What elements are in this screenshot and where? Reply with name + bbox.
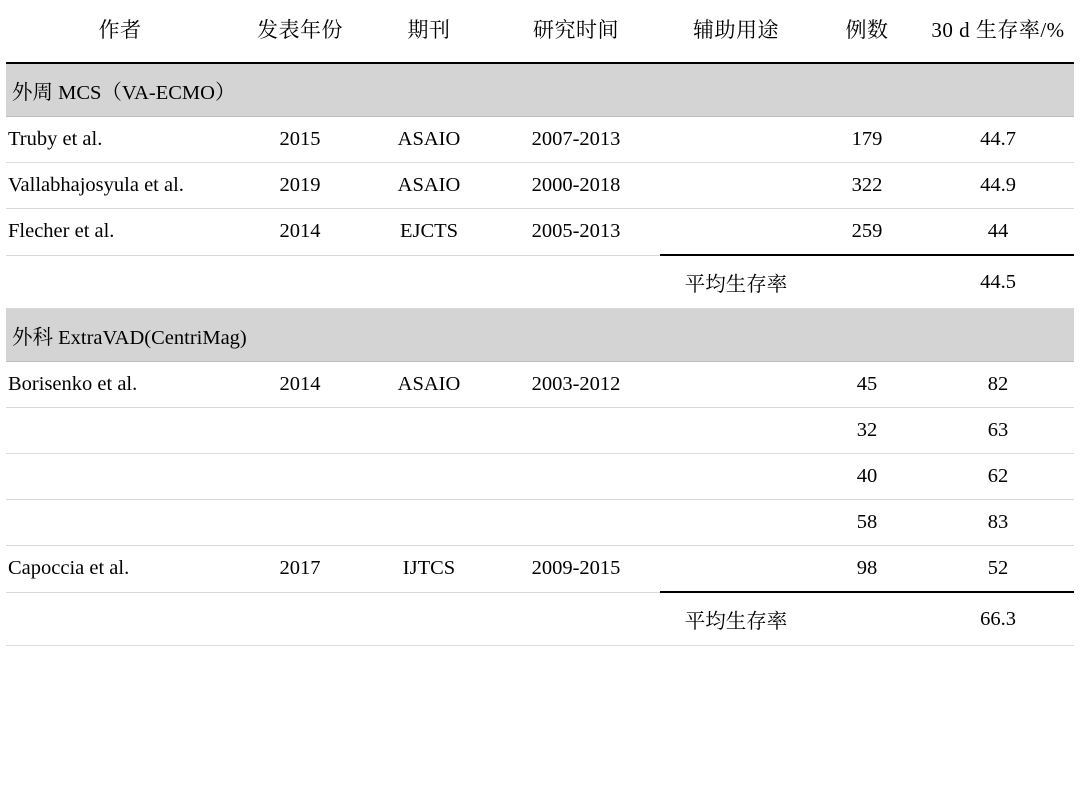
cell-author: Vallabhajosyula et al. — [6, 163, 234, 209]
cell-period: 2003-2012 — [492, 362, 660, 408]
cell-cases: 259 — [851, 220, 883, 242]
group-header-row — [6, 63, 1074, 117]
table-body — [6, 63, 1074, 646]
cell-author — [6, 500, 234, 546]
cell-author: Borisenko et al. — [6, 362, 234, 408]
header-row — [6, 0, 1074, 63]
cell-period: 2000-2018 — [492, 163, 660, 209]
cell-author: Capoccia et al. — [6, 546, 234, 593]
group-summary-row — [6, 592, 1074, 646]
cell-period: 2005-2013 — [492, 209, 660, 256]
column-header-period: 研究时间 — [533, 18, 619, 42]
cell-blank — [6, 255, 234, 309]
table-row — [6, 362, 1074, 408]
cell-blank — [6, 592, 234, 646]
cell-use — [660, 408, 812, 454]
cell-journal: ASAIO — [366, 117, 492, 163]
table-row — [6, 117, 1074, 163]
cell-year — [234, 454, 366, 500]
cell-journal: IJTCS — [366, 546, 492, 593]
cell-survival: 83 — [922, 500, 1074, 546]
cell-period — [492, 454, 660, 500]
cell-period — [492, 408, 660, 454]
cell-survival: 52 — [987, 557, 1009, 579]
cell-use — [660, 163, 812, 209]
cell-period — [492, 500, 660, 546]
cell-year — [234, 408, 366, 454]
cell-use — [660, 546, 812, 593]
cell-author: Truby et al. — [6, 117, 234, 163]
cell-cases: 58 — [812, 500, 922, 546]
group-title: 外科 ExtraVAD(CentriMag) — [6, 309, 1074, 362]
column-header-author: 作者 — [98, 18, 142, 42]
cell-year — [234, 500, 366, 546]
cell-use — [660, 454, 812, 500]
cell-blank — [366, 592, 492, 646]
table-row — [6, 500, 1074, 546]
cell-journal — [366, 500, 492, 546]
summary-label: 平均生存率 — [660, 592, 812, 646]
cell-period: 2009-2015 — [492, 546, 660, 593]
cell-journal — [366, 408, 492, 454]
cell-use — [660, 500, 812, 546]
cell-period: 2007-2013 — [492, 117, 660, 163]
column-header-journal: 期刊 — [407, 18, 451, 42]
cell-blank — [492, 592, 660, 646]
cell-cases: 98 — [856, 557, 878, 579]
column-header-survival: 30 d 生存率/% — [931, 18, 1065, 42]
cell-blank — [234, 592, 366, 646]
cell-author: Flecher et al. — [6, 209, 234, 256]
cell-cases: 179 — [812, 117, 922, 163]
cell-blank — [366, 255, 492, 309]
cell-survival: 44.9 — [922, 163, 1074, 209]
cell-journal: ASAIO — [366, 362, 492, 408]
table-row — [6, 408, 1074, 454]
cell-blank — [234, 255, 366, 309]
cell-author — [6, 408, 234, 454]
group-title: 外周 MCS（VA-ECMO） — [6, 63, 1074, 117]
cell-cases: 45 — [812, 362, 922, 408]
cell-blank — [812, 592, 922, 646]
table-row — [6, 546, 1074, 593]
cell-use — [660, 209, 812, 256]
column-header-use: 辅助用途 — [693, 18, 779, 42]
table-row — [6, 209, 1074, 256]
cell-survival: 82 — [922, 362, 1074, 408]
table-header — [6, 0, 1074, 63]
group-summary-row — [6, 255, 1074, 309]
column-header-cases: 例数 — [845, 18, 889, 42]
cell-cases: 32 — [812, 408, 922, 454]
cell-survival: 44 — [987, 220, 1009, 242]
cell-journal — [366, 454, 492, 500]
cell-survival: 62 — [922, 454, 1074, 500]
study-summary-table — [6, 0, 1074, 646]
table-row — [6, 454, 1074, 500]
group-header-row — [6, 309, 1074, 362]
cell-journal: EJCTS — [366, 209, 492, 256]
cell-blank — [812, 255, 922, 309]
cell-cases: 40 — [812, 454, 922, 500]
cell-year: 2015 — [234, 117, 366, 163]
cell-journal: ASAIO — [366, 163, 492, 209]
cell-year: 2017 — [234, 546, 366, 593]
cell-year: 2019 — [234, 163, 366, 209]
summary-value: 66.3 — [922, 592, 1074, 646]
cell-survival: 63 — [922, 408, 1074, 454]
cell-survival: 44.7 — [922, 117, 1074, 163]
cell-blank — [492, 255, 660, 309]
cell-use — [660, 362, 812, 408]
cell-cases: 322 — [812, 163, 922, 209]
cell-author — [6, 454, 234, 500]
column-header-year: 发表年份 — [257, 18, 343, 42]
cell-year: 2014 — [234, 362, 366, 408]
cell-use — [660, 117, 812, 163]
summary-value: 44.5 — [922, 255, 1074, 309]
summary-label: 平均生存率 — [660, 255, 812, 309]
table-row — [6, 163, 1074, 209]
cell-year: 2014 — [234, 209, 366, 256]
